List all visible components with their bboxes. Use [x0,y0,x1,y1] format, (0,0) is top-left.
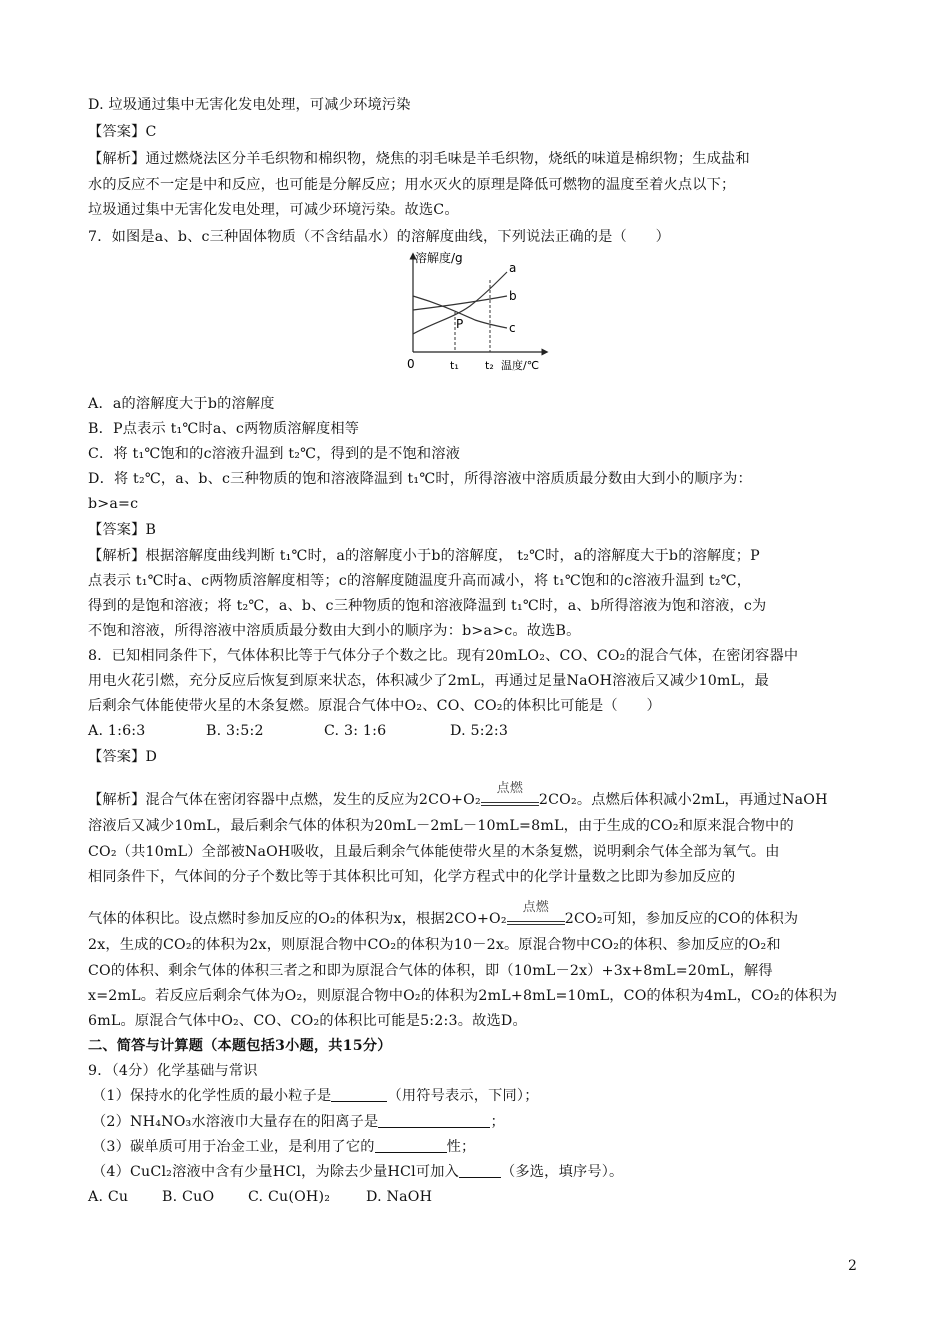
t1-label: t₁ [450,359,459,372]
q7-analysis-line: 【解析】根据溶解度曲线判断 t₁℃时，a的溶解度小于b的溶解度， t₂℃时，a的溶解度大于b的溶解度；P [88,548,760,564]
reaction-arrow: 点燃 [507,915,565,925]
x-axis-label: 温度/℃ [501,359,540,372]
q6-option-d: D. 垃圾通过集中无害化发电处理，可减少环境污染 [88,97,411,113]
point-p-label: P [456,317,464,331]
q9-option-b: B. CuO [162,1189,215,1205]
q7-analysis-line: 不饱和溶液，所得溶液中溶质质最分数由大到小的顺序为：b>a>c。故选B。 [88,623,581,639]
answer-blank[interactable] [331,1088,387,1102]
q9-option-c: C. Cu(OH)₂ [248,1189,331,1205]
q8-options [88,722,878,740]
q7-stem: 7．如图是a、b、c三种固体物质（不含结晶水）的溶解度曲线，下列说法正确的是（ ） [88,229,671,245]
q8-option-d: D. 5:2:3 [450,723,509,739]
q8-analysis-line: 6mL。原混合气体中O₂、CO、CO₂的体积比可能是5:2:3。故选D。 [88,1013,527,1029]
y-axis-label: 溶解度/g [415,251,463,265]
q7-analysis-line: 点表示 t₁℃时a、c两物质溶解度相等；c的溶解度随温度升高而减小，将 t₁℃饱和的c溶液升温到 t₂℃， [88,573,752,589]
q8-analysis-line: CO的体积、剩余气体的体积三者之和即为原混合气体的体积，即（10mL－2x）+3x+8mL=20mL，解得 [88,963,773,979]
q9-option-a: A. Cu [88,1189,129,1205]
q9-part-2: （2）NH₄NO₃水溶液巾大量存在的阳离子是 ； [92,1114,505,1130]
curve-b [413,296,507,310]
q6-analysis-line: 水的反应不一定是中和反应，也可能是分解反应；用水灭火的原理是降低可燃物的温度至着火点以下； [88,177,736,193]
answer-blank[interactable] [375,1139,447,1153]
q8-option-b: B. 3:5:2 [206,723,264,739]
curve-a-label: a [509,261,517,275]
section-heading: 二、简答与计算题（本题包括3小题，共15分） [88,1038,392,1054]
q7-option-c: C．将 t₁℃饱和的c溶液升温到 t₂℃，得到的是不饱和溶液 [88,446,461,462]
q9-option-d: D. NaOH [366,1189,433,1205]
q6-answer: 【答案】C [88,124,157,140]
q9-part-1: （1）保持水的化学性质的最小粒子是 （用符号表示，下同）； [92,1088,539,1104]
q8-analysis-line: 2x，生成的CO₂的体积为2x，则原混合物中CO₂的体积为10－2x。原混合物中CO₂的体积、参加反应的O₂和 [88,937,781,953]
q9-part-3: （3）碳单质可用于冶金工业，是利用了它的 性； [92,1139,476,1155]
reaction-arrow: 点燃 [481,796,539,806]
q8-stem: 8．已知相同条件下，气体体积比等于气体分子个数之比。现有20mLO₂、CO、CO₂的混合气体，在密闭容器中 [88,648,799,664]
q7-answer: 【答案】B [88,522,157,538]
q8-analysis-line: 溶液后又减少10mL，最后剩余气体的体积为20mL－2mL－10mL=8mL，由于生成的CO₂和原来混合物中的 [88,818,794,834]
q6-analysis-line: 垃圾通过集中无害化发电处理，可减少环境污染。故选C。 [88,202,459,218]
q8-analysis-line: 相同条件下，气体间的分子个数比等于其体积比可知，化学方程式中的化学计量数之比即为参加反应的 [88,869,736,885]
q7-option-d: D．将 t₂℃，a、b、c三种物质的饱和溶液降温到 t₁℃时，所得溶液中溶质质最分数由大到小的顺序为： [88,471,752,487]
solubility-curve-figure [395,248,555,376]
q8-stem: 用电火花引燃，充分反应后恢复到原来状态，体积减少了2mL，再通过足量NaOH溶液后又减少10mL，最 [88,673,770,689]
origin-label: 0 [407,357,415,371]
q7-option-b: B．P点表示 t₁℃时a、c两物质溶解度相等 [88,421,360,437]
t2-label: t₂ [485,359,494,372]
q8-analysis-line: 【解析】混合气体在密闭容器中点燃，发生的反应为2CO+O₂ 点燃 2CO₂。点燃后体积减小2mL，再通过NaOH [88,781,828,808]
q7-option-a: A．a的溶解度大于b的溶解度 [88,396,275,412]
q8-option-c: C. 3: 1:6 [324,723,387,739]
q6-analysis-line: 【解析】通过燃烧法区分羊毛织物和棉织物，烧焦的羽毛味是羊毛织物，烧纸的味道是棉织物；生成盐和 [88,151,750,167]
q9-stem: 9．（4分）化学基础与常识 [88,1063,258,1079]
q8-stem: 后剩余气体能使带火星的木条复燃。原混合气体中O₂、CO、CO₂的体积比可能是（ ） [88,698,661,714]
page-number: 2 [848,1258,857,1274]
q8-analysis-line: CO₂（共10mL）全部被NaOH吸收，且最后剩余气体能使带火星的木条复燃，说明剩余气体全部为氧气。由 [88,844,780,860]
q8-analysis-line: 气体的体积比。设点燃时参加反应的O₂的体积为x，根据2CO+O₂ 点燃 2CO₂可知，参加反应的CO的体积为 [88,900,799,927]
q9-part-4: （4）CuCl₂溶液中含有少量HCl，为除去少量HCl可加入 （多选，填序号）。 [92,1164,624,1180]
curve-c-label: c [509,321,516,335]
q8-answer: 【答案】D [88,749,158,765]
q8-option-a: A. 1:6:3 [88,723,146,739]
q8-analysis-line: x=2mL。若反应后剩余气体为O₂，则原混合物中O₂的体积为2mL+8mL=10mL，CO的体积为4mL，CO₂的体积为 [88,988,838,1004]
q7-analysis-line: 得到的是饱和溶液；将 t₂℃，a、b、c三种物质的饱和溶液降温到 t₁℃时，a、b所得溶液为饱和溶液，c为 [88,598,767,614]
curve-b-label: b [509,289,517,303]
q9-options [88,1188,878,1206]
answer-blank[interactable] [459,1164,501,1178]
answer-blank[interactable] [378,1114,490,1128]
q7-option-d-cont: b>a=c [88,496,139,512]
